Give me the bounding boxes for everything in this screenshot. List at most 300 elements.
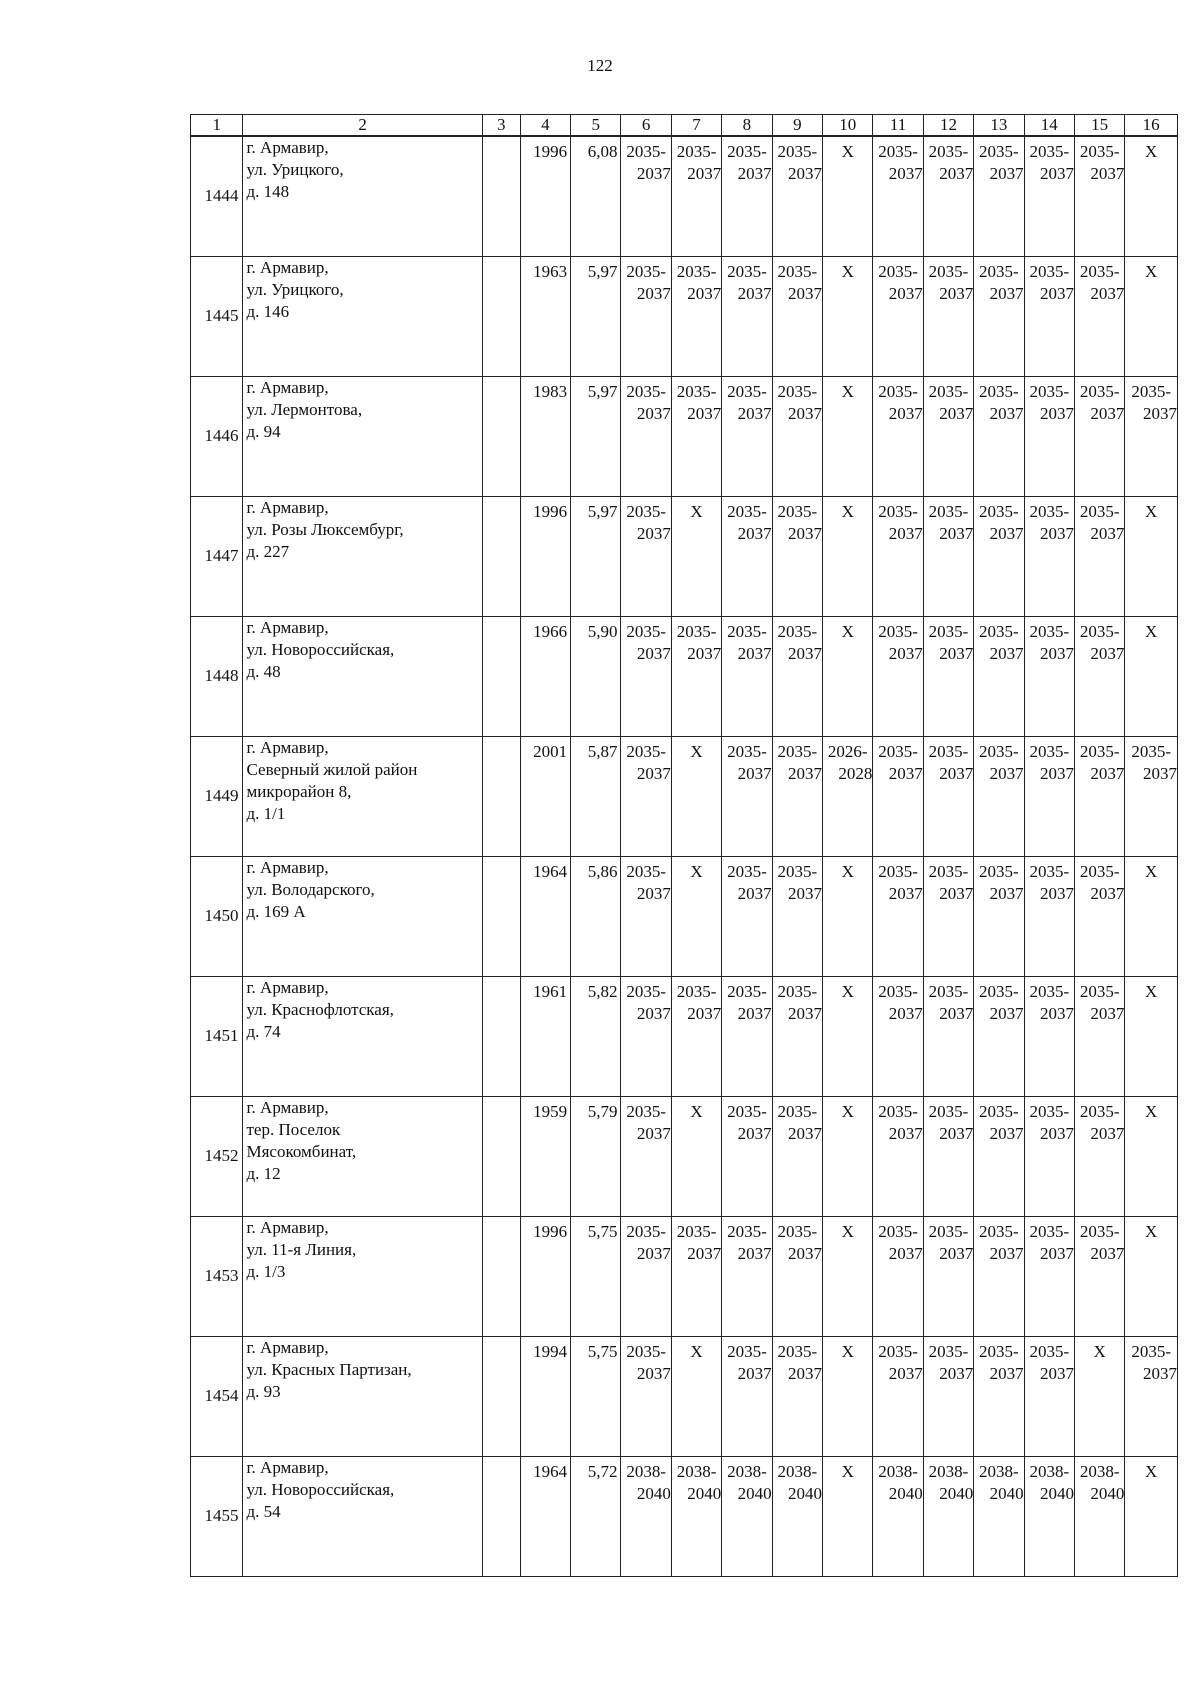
period-cell [923,376,973,496]
period-cell [621,1216,671,1336]
period-end: 2037 [1039,643,1074,663]
period-end: 2037 [939,763,974,783]
row-number-cell: 1453 [191,1216,243,1336]
period-end: 2037 [888,883,923,903]
year-cell: 1963 [520,256,570,376]
address-line: тер. Поселок [246,1119,341,1139]
period-cell [671,976,721,1096]
period-end: 2040 [989,1483,1024,1503]
table-row [191,736,1178,856]
x-mark: X [841,981,854,1001]
table-row [191,1336,1178,1456]
year-cell: 1966 [520,616,570,736]
row-number-cell: 1447 [191,496,243,616]
period-start: 2035- [1079,142,1120,161]
period-end: 2037 [687,643,722,663]
period-end: 2037 [788,1243,823,1263]
year-cell: 1996 [520,496,570,616]
period-end: 2040 [687,1483,722,1503]
period-cell [1074,856,1124,976]
period-end: 2037 [888,523,923,543]
x-mark: X [690,741,703,761]
period-start: 2035- [626,261,666,281]
address-line: г. Армавир, [246,977,329,997]
period-start: 2038- [777,1461,818,1481]
period-cell [722,1456,772,1576]
x-mark: X [1145,1101,1158,1121]
column-3-cell [482,736,520,856]
period-cell [823,736,873,856]
period-start: 2035- [1079,501,1120,521]
period-end: 2037 [687,283,722,303]
period-start: 2035- [979,1221,1019,1241]
year-cell: 1964 [520,856,570,976]
period-start: 2035- [979,1341,1019,1361]
period-start: 2035- [1029,261,1070,281]
x-mark: X [841,261,854,281]
period-start: 2035- [979,142,1019,161]
period-end: 2037 [989,283,1024,303]
period-start: 2035- [1079,1101,1120,1121]
period-cell [974,496,1024,616]
period-cell [722,1336,772,1456]
period-end: 2037 [1090,1243,1125,1263]
period-cell [974,1216,1024,1336]
period-cell [621,1456,671,1576]
period-end: 2037 [1039,1243,1074,1263]
address-line: д. 169 А [246,901,306,921]
address-line: г. Армавир, [246,1337,329,1357]
period-end: 2037 [636,1243,671,1263]
period-end: 2037 [687,403,722,423]
period-cell [873,376,923,496]
period-start: 2035- [979,741,1019,761]
x-mark-cell [1125,616,1178,736]
period-cell [621,1336,671,1456]
period-start: 2035- [727,1221,767,1241]
x-mark-cell [1125,856,1178,976]
address-cell [243,376,482,496]
period-start: 2035- [878,501,918,521]
period-cell [923,856,973,976]
period-start: 2035- [727,501,767,521]
period-end: 2037 [737,283,772,303]
column-3-cell [482,856,520,976]
address-line: д. 93 [246,1381,281,1401]
period-cell [671,376,721,496]
period-end: 2037 [888,164,923,183]
column-3-cell [482,616,520,736]
period-end: 2037 [888,1003,923,1023]
table-row [191,616,1178,736]
value-cell: 5,72 [571,1456,621,1576]
period-cell [873,496,923,616]
period-cell [1125,1336,1178,1456]
period-start: 2035- [928,621,969,641]
period-cell [873,136,923,256]
x-mark: X [841,1341,854,1361]
period-cell [621,736,671,856]
row-number-cell: 1450 [191,856,243,976]
row-number-cell: 1449 [191,736,243,856]
period-cell [772,256,822,376]
period-start: 2038- [878,1461,918,1481]
period-cell [974,1456,1024,1576]
period-end: 2037 [737,1123,772,1143]
table-row [191,376,1178,496]
x-mark-cell [671,1096,721,1216]
period-cell [1074,976,1124,1096]
value-cell: 5,75 [571,1216,621,1336]
value-cell: 5,75 [571,1336,621,1456]
period-end: 2037 [636,763,671,783]
period-end: 2037 [737,883,772,903]
period-start: 2035- [1079,1221,1120,1241]
period-start: 2035- [1029,142,1070,161]
year-cell: 1994 [520,1336,570,1456]
x-mark: X [690,1341,703,1361]
period-start: 2038- [979,1461,1019,1481]
period-start: 2035- [928,261,969,281]
table-row [191,976,1178,1096]
address-cell [243,1336,482,1456]
period-start: 2035- [727,621,767,641]
address-cell [243,1216,482,1336]
address-line: ул. Красных Партизан, [246,1359,412,1379]
period-end: 2037 [1143,1363,1177,1383]
period-start: 2035- [1029,501,1070,521]
address-line: д. 74 [246,1021,281,1041]
period-end: 2037 [1090,1123,1125,1143]
year-cell: 1959 [520,1096,570,1216]
period-cell [1074,1216,1124,1336]
period-end: 2037 [636,643,671,663]
column-header: 12 [923,115,973,137]
period-end: 2037 [939,523,974,543]
period-cell [722,376,772,496]
period-cell [1024,1456,1074,1576]
address-line: ул. Урицкого, [246,279,344,299]
column-3-cell [482,256,520,376]
column-header: 13 [974,115,1024,137]
period-end: 2037 [788,883,823,903]
period-cell [621,256,671,376]
period-end: 2037 [1090,164,1125,183]
period-cell [772,1456,822,1576]
x-mark-cell [823,856,873,976]
period-end: 2037 [636,883,671,903]
period-cell [772,1096,822,1216]
period-start: 2035- [777,861,818,881]
table-row [191,1216,1178,1336]
period-end: 2037 [636,403,671,423]
period-cell [772,736,822,856]
period-end: 2040 [1090,1483,1125,1503]
period-cell [722,616,772,736]
period-end: 2037 [939,164,974,183]
x-mark-cell [1125,136,1178,256]
period-end: 2037 [788,1363,823,1383]
period-cell [923,736,973,856]
period-start: 2035- [1079,981,1120,1001]
period-cell [772,856,822,976]
period-start: 2035- [777,1341,818,1361]
period-end: 2037 [1090,763,1125,783]
address-line: микрорайон 8, [246,781,352,801]
period-end: 2037 [888,643,923,663]
period-end: 2037 [687,164,722,183]
period-start: 2035- [626,741,666,761]
period-end: 2040 [888,1483,923,1503]
address-line: д. 227 [246,541,290,561]
period-start: 2035- [979,501,1019,521]
address-line: д. 1/1 [246,803,286,823]
period-end: 2037 [788,643,823,663]
period-cell [1024,496,1074,616]
x-mark: X [1145,1461,1158,1481]
x-mark-cell [823,1336,873,1456]
period-cell [923,256,973,376]
period-start: 2035- [1131,1341,1172,1361]
address-line: ул. Лермонтова, [246,399,363,419]
period-end: 2037 [1039,283,1074,303]
period-start: 2035- [777,981,818,1001]
period-start: 2035- [1079,621,1120,641]
address-line: д. 54 [246,1501,281,1521]
row-number-cell: 1444 [191,136,243,256]
period-cell [772,376,822,496]
period-end: 2037 [939,883,974,903]
period-cell [873,1216,923,1336]
period-end: 2037 [1090,283,1125,303]
period-start: 2038- [626,1461,666,1481]
period-cell [1074,616,1124,736]
x-mark: X [690,1101,703,1121]
period-cell [621,136,671,256]
period-start: 2035- [626,381,666,401]
period-end: 2037 [788,164,823,183]
period-start: 2035- [676,381,717,401]
address-line: д. 146 [246,301,290,321]
row-number-cell: 1452 [191,1096,243,1216]
row-number-cell: 1445 [191,256,243,376]
period-end: 2037 [1039,1363,1074,1383]
column-header: 2 [243,115,482,137]
period-start: 2035- [1029,1341,1070,1361]
period-start: 2038- [1029,1461,1070,1481]
period-end: 2037 [737,1003,772,1023]
period-end: 2040 [636,1483,671,1503]
period-start: 2035- [676,142,717,161]
period-end: 2037 [1090,403,1125,423]
period-end: 2037 [788,283,823,303]
value-cell: 5,97 [571,256,621,376]
period-cell [873,976,923,1096]
period-cell [1024,856,1074,976]
period-cell [722,1096,772,1216]
table-row [191,1096,1178,1216]
period-start: 2035- [979,861,1019,881]
period-end: 2037 [636,164,671,183]
x-mark: X [1145,501,1158,521]
address-line: Северный жилой район [246,759,418,779]
period-cell [974,1336,1024,1456]
period-cell [974,736,1024,856]
period-cell [1024,616,1074,736]
period-end: 2028 [838,763,873,783]
period-cell [923,136,973,256]
period-end: 2037 [989,403,1024,423]
period-start: 2038- [928,1461,969,1481]
x-mark-cell [1125,256,1178,376]
period-start: 2035- [626,981,666,1001]
period-cell [1024,1336,1074,1456]
period-start: 2035- [1079,861,1120,881]
period-end: 2037 [636,1123,671,1143]
period-cell [974,376,1024,496]
table-header [191,115,1178,137]
address-cell [243,1096,482,1216]
period-start: 2035- [727,741,767,761]
year-cell: 1961 [520,976,570,1096]
period-start: 2035- [1029,1101,1070,1121]
period-end: 2037 [1090,643,1125,663]
period-cell [772,496,822,616]
x-mark: X [1145,1221,1158,1241]
period-end: 2037 [888,1363,923,1383]
period-cell [974,856,1024,976]
year-cell: 1964 [520,1456,570,1576]
period-end: 2037 [1039,164,1074,183]
period-end: 2037 [939,1123,974,1143]
period-end: 2037 [989,1003,1024,1023]
period-end: 2040 [788,1483,823,1503]
period-start: 2035- [928,381,969,401]
column-3-cell [482,1336,520,1456]
header-row [191,115,1178,137]
address-line: г. Армавир, [246,257,329,277]
x-mark-cell [823,496,873,616]
period-cell [873,1096,923,1216]
column-header: 10 [823,115,873,137]
address-cell [243,976,482,1096]
period-start: 2035- [1079,381,1120,401]
period-end: 2037 [989,523,1024,543]
period-end: 2037 [888,283,923,303]
address-line: ул. Новороссийская, [246,639,395,659]
period-end: 2037 [888,1123,923,1143]
period-end: 2037 [737,643,772,663]
period-cell [671,1456,721,1576]
value-cell: 5,79 [571,1096,621,1216]
period-start: 2035- [979,981,1019,1001]
x-mark-cell [671,1336,721,1456]
period-cell [772,136,822,256]
address-line: д. 12 [246,1163,281,1183]
address-cell [243,856,482,976]
x-mark: X [841,142,854,161]
x-mark-cell [671,856,721,976]
period-start: 2035- [1029,1221,1070,1241]
x-mark-cell [823,976,873,1096]
x-mark: X [841,861,854,881]
period-start: 2035- [928,1341,969,1361]
period-end: 2037 [939,1003,974,1023]
table-body [191,136,1178,1576]
address-cell [243,736,482,856]
address-line: г. Армавир, [246,1097,329,1117]
period-cell [722,1216,772,1336]
period-cell [923,616,973,736]
period-cell [772,976,822,1096]
x-mark: X [1145,861,1158,881]
column-header: 11 [873,115,923,137]
period-start: 2035- [928,501,969,521]
period-start: 2035- [1079,261,1120,281]
x-mark-cell [671,496,721,616]
period-cell [722,256,772,376]
column-header: 6 [621,115,671,137]
period-start: 2035- [626,142,666,161]
period-end: 2037 [1143,763,1177,783]
period-end: 2037 [989,883,1024,903]
value-cell: 6,08 [571,136,621,256]
period-cell [621,496,671,616]
period-start: 2035- [928,741,969,761]
x-mark-cell [1074,1336,1124,1456]
address-line: ул. 11-я Линия, [246,1239,357,1259]
address-line: ул. Новороссийская, [246,1479,395,1499]
period-end: 2037 [737,164,772,183]
period-cell [1074,736,1124,856]
row-number-cell: 1455 [191,1456,243,1576]
period-end: 2037 [636,1003,671,1023]
x-mark-cell [823,256,873,376]
period-cell [722,136,772,256]
period-cell [621,976,671,1096]
period-end: 2037 [1143,403,1177,423]
address-line: г. Армавир, [246,377,329,397]
address-cell [243,496,482,616]
address-line: г. Армавир, [246,138,329,157]
period-cell [671,616,721,736]
period-start: 2035- [1131,741,1172,761]
period-end: 2037 [1039,403,1074,423]
period-start: 2035- [626,861,666,881]
period-start: 2035- [979,1101,1019,1121]
period-start: 2035- [676,981,717,1001]
period-start: 2035- [777,1221,818,1241]
year-cell: 1996 [520,1216,570,1336]
value-cell: 5,90 [571,616,621,736]
x-mark: X [690,861,703,881]
period-start: 2026- [827,741,868,761]
period-cell [1024,136,1074,256]
period-cell [1024,1096,1074,1216]
address-line: г. Армавир, [246,617,329,637]
x-mark-cell [823,616,873,736]
period-start: 2035- [878,1101,918,1121]
period-end: 2037 [737,763,772,783]
period-start: 2035- [626,501,666,521]
column-3-cell [482,136,520,256]
period-end: 2037 [1039,1003,1074,1023]
period-start: 2035- [727,861,767,881]
period-end: 2037 [939,403,974,423]
column-3-cell [482,1216,520,1336]
address-cell [243,136,482,256]
period-start: 2035- [777,1101,818,1121]
